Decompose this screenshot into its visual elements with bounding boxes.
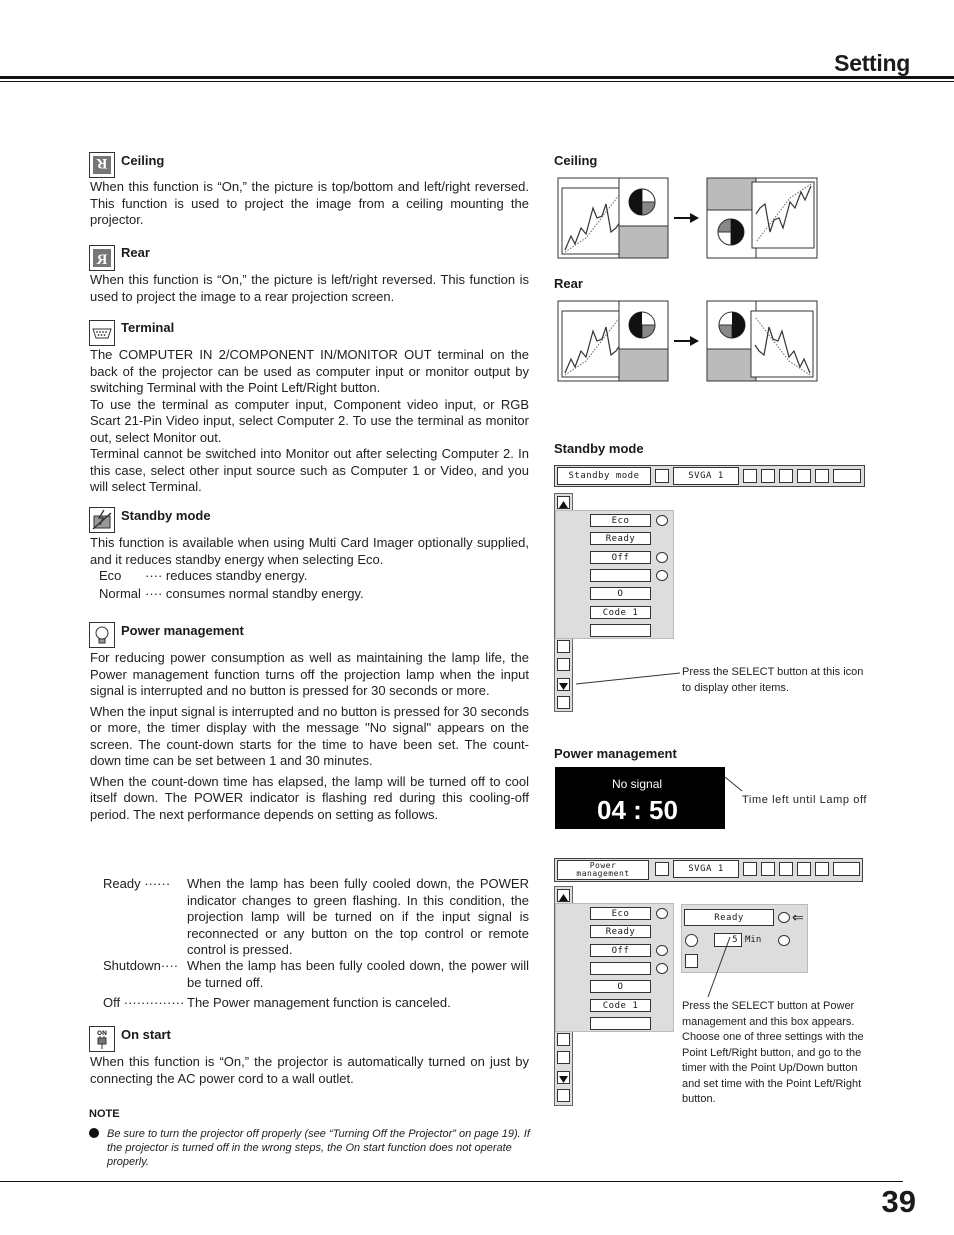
screen-icon (797, 862, 811, 876)
power-mode-value[interactable]: Ready (684, 909, 774, 926)
page-title: Setting (834, 50, 910, 76)
value-key-lock: Code 1 (590, 606, 651, 619)
power-off-desc: The Power management function is canceled. (187, 995, 451, 1010)
pc-adjust-icon (743, 469, 757, 483)
power-p2: When the input signal is interrupted and no button is pressed for 30 seconds or more, the timer display with the message "No signal" appears on the screen. The count-down starts for the time to have been set. The count-down time can be set between 1 and 30 minutes. (90, 703, 529, 768)
terminal-p1: The COMPUTER IN 2/COMPONENT IN/MONITOR OUT terminal on the back of the projector can be used as computer input or monitor output by switching Terminal with the Point Left/Right button. (90, 347, 529, 395)
adjust-arrows-icon[interactable] (656, 552, 668, 563)
page-number: 39 (881, 1184, 916, 1219)
filter-icon[interactable] (557, 658, 570, 671)
power-off-term: Off ·············· (103, 995, 185, 1010)
header-rule-thin (0, 81, 954, 82)
power-caption: Press the SELECT button at Power management and this box appears. Choose one of three settings with the Point Left/Right button, and go to the timer with the Point Up/Down button and set time with the Point Left/Right button. (682, 1000, 864, 1105)
standby-menu-values (555, 510, 674, 639)
power-menu-tab-line2: management (576, 869, 630, 878)
ceiling-diagram-label: Ceiling (554, 153, 598, 168)
rear-diagram (556, 299, 821, 383)
pointer-arrow-icon: ⇐ (792, 909, 804, 925)
pc-adjust-icon (743, 862, 757, 876)
remote-control-icon[interactable] (557, 1033, 570, 1046)
power-menu-source: SVGA 1 (673, 860, 739, 878)
value-on-start: Off (590, 944, 651, 957)
svg-text:R: R (96, 252, 108, 268)
standby-eco-desc: ···· reduces standby energy. (145, 568, 308, 583)
value-key-lock: Code 1 (590, 999, 651, 1012)
no-signal-display (555, 767, 725, 829)
value-standby: Eco (590, 514, 651, 527)
quit-icon[interactable] (557, 1089, 570, 1102)
power-submenu (681, 904, 808, 973)
adjust-arrows-icon[interactable] (656, 945, 668, 956)
on-plug-icon (89, 1026, 115, 1052)
arrow-up-icon[interactable] (557, 496, 570, 509)
footer-rule (0, 1181, 903, 1182)
standby-mode-icon (89, 507, 115, 533)
standby-menu-label: Standby mode (554, 441, 644, 456)
sound-icon (815, 469, 829, 483)
arrow-up-icon[interactable] (557, 889, 570, 902)
ceiling-diagram (556, 176, 821, 260)
standby-body: This function is available when using Multi Card Imager optionally supplied, and it reduces standby energy when selecting Eco. (90, 535, 529, 567)
value-power-management: Ready (590, 925, 651, 938)
standby-normal-desc: ···· consumes normal standby energy. (145, 586, 364, 601)
header-rule (0, 76, 954, 79)
arrow-down-icon[interactable] (557, 1071, 570, 1084)
note-heading: NOTE (89, 1108, 120, 1120)
adjust-arrows-icon[interactable] (656, 570, 668, 581)
power-p3: When the count-down time has elapsed, the lamp will be turned off to cool itself down. The POWER indicator is flashing red during this cooling-off period. The next performance depends on setting as follows. (90, 773, 529, 822)
adjust-arrows-icon[interactable] (656, 515, 668, 526)
lamp-icon (89, 622, 115, 648)
value-lamp-mode (590, 569, 651, 582)
screen-icon (797, 469, 811, 483)
standby-menu-bar (554, 465, 865, 487)
power-shutdown-term: Shutdown···· (103, 958, 179, 973)
power-p1: For reducing power consumption as well as maintaining the lamp life, the Power management function turns off the projection lamp when the input signal is interrupted and no button is pressed for 30 seconds or more. (90, 650, 529, 698)
power-ready-term: Ready ······ (103, 876, 171, 891)
rear-heading: Rear (121, 245, 150, 260)
power-menu-tab-line1: Power (589, 861, 617, 870)
nosignal-caption: Time left until Lamp off (742, 794, 868, 806)
power-ready-desc: When the lamp has been fully cooled down, the POWER indicator changes to green flashing. In this condition, the projection lamp will be turned on if the input signal is reconnected or any button on the top control or remote control is pressed. (187, 876, 529, 957)
standby-menu-source: SVGA 1 (673, 467, 739, 485)
image-adjust-icon (779, 862, 793, 876)
value-remote (590, 1017, 651, 1030)
note-text: Be sure to turn the projector off properly (see “Turning Off the Projector” on page 19). If the projector is turned off in the wrong steps, the On start function does not operate properly. (107, 1128, 530, 1168)
ceiling-body: When this function is “On,” the picture is top/bottom and left/right reversed. This function is used to project the image from a ceiling mounting the projector. (90, 179, 529, 227)
value-lamp-mode (590, 962, 651, 975)
input-icon (655, 862, 669, 876)
ceiling-R-icon (89, 152, 115, 178)
adjust-arrows-icon[interactable] (778, 912, 790, 923)
terminal-p2: To use the terminal as computer input, Component video input, or RGB Scart 21-Pin Video input, select Computer 2. To use the terminal as monitor out, select Monitor out. (90, 396, 529, 445)
standby-eco-term: Eco (99, 568, 122, 583)
arrow-down-icon[interactable] (557, 678, 570, 691)
image-select-icon (761, 469, 775, 483)
value-power-management: Ready (590, 532, 651, 545)
onstart-body: When this function is “On,” the projector is automatically turned on just by connecting the AC power cord to a wall outlet. (90, 1054, 529, 1086)
rear-diagram-label: Rear (554, 276, 583, 291)
standby-heading: Standby mode (121, 508, 211, 523)
power-menu-values (555, 903, 674, 1032)
standby-caption: Press the SELECT button at this icon to display other items. (682, 666, 864, 694)
adjust-arrows-icon[interactable] (656, 963, 668, 974)
timer-clock-icon (685, 934, 698, 947)
quit-icon[interactable] (557, 696, 570, 709)
rear-mirrored-R-icon (89, 245, 115, 271)
ceiling-heading: Ceiling (121, 153, 165, 168)
standby-caption-leader (574, 670, 684, 686)
no-signal-message: No signal (612, 777, 663, 791)
power-caption-leader (704, 935, 734, 1001)
timer-unit: Min (745, 935, 762, 945)
setting-icon (833, 469, 861, 483)
filter-icon[interactable] (557, 1051, 570, 1064)
power-shutdown-desc: When the lamp has been fully cooled down, the power will be turned off. (187, 958, 529, 990)
image-adjust-icon (779, 469, 793, 483)
setting-icon (833, 862, 860, 876)
note-bullet (89, 1128, 99, 1138)
terminal-body (90, 347, 529, 496)
standby-normal-term: Normal (99, 586, 141, 601)
image-select-icon (761, 862, 775, 876)
svg-text:R: R (96, 155, 108, 171)
power-menu-tab[interactable] (557, 860, 649, 880)
onstart-heading: On start (121, 1027, 171, 1042)
adjust-arrows-icon[interactable] (778, 935, 790, 946)
standby-menu-tab[interactable]: Standby mode (557, 467, 651, 485)
terminal-heading: Terminal (121, 320, 175, 335)
power-menu-label: Power management (554, 746, 677, 761)
value-remote (590, 624, 651, 637)
value-pointer: O (590, 980, 651, 993)
power-body (90, 650, 529, 823)
quit-icon[interactable] (685, 954, 698, 968)
timer-minutes[interactable]: 5 (714, 933, 742, 947)
rear-body: When this function is “On,” the picture is left/right reversed. This function is used to project the image to a rear projection screen. (90, 272, 529, 304)
input-icon (655, 469, 669, 483)
adjust-arrows-icon[interactable] (656, 908, 668, 919)
nosignal-caption-leader (724, 775, 744, 795)
value-standby: Eco (590, 907, 651, 920)
sound-icon (815, 862, 829, 876)
svg-text:ON: ON (96, 1030, 108, 1037)
terminal-connector-icon (89, 320, 115, 346)
power-menu-bar (554, 858, 863, 882)
value-pointer: O (590, 587, 651, 600)
power-heading: Power management (121, 623, 244, 638)
terminal-p3: Terminal cannot be switched into Monitor out after selecting Computer 2. In this case, select other input source such as Computer 1 or Video, and you will select Terminal. (90, 446, 529, 494)
remote-control-icon[interactable] (557, 640, 570, 653)
value-on-start: Off (590, 551, 651, 564)
countdown-time: 04 : 50 (597, 795, 678, 825)
